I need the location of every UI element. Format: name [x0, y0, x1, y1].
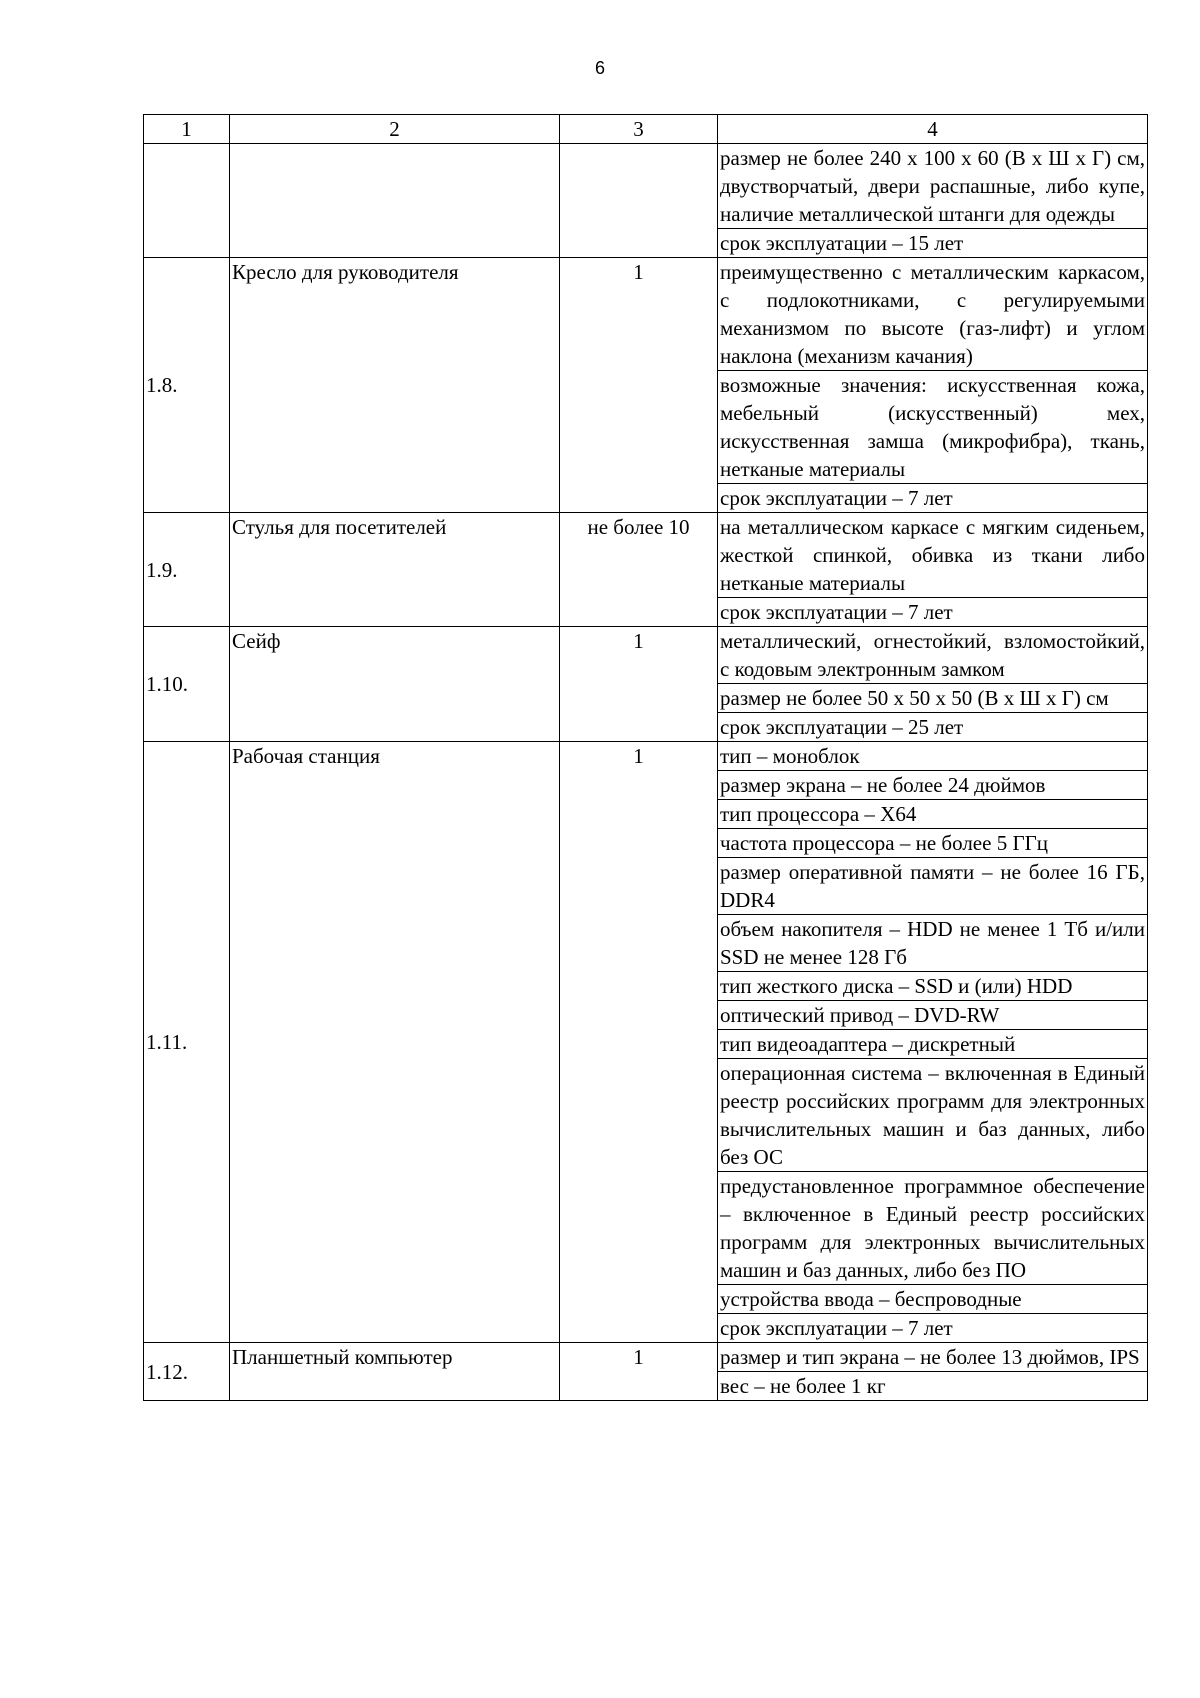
- spec-line: срок эксплуатации – 7 лет: [718, 597, 1147, 626]
- table-row: [144, 1343, 1148, 1401]
- spec-cell: [718, 258, 1148, 513]
- table-row: [144, 513, 1148, 627]
- spec-cell: [718, 1343, 1148, 1401]
- spec-line: частота процессора – не более 5 ГГц: [718, 828, 1147, 857]
- num-cell: 1.10.: [144, 627, 230, 742]
- page-number: 6: [594, 58, 605, 78]
- qty-cell: не более 10: [560, 513, 718, 627]
- qty-cell: [560, 144, 718, 258]
- qty-cell: 1: [560, 1343, 718, 1401]
- num-cell: 1.8.: [144, 258, 230, 513]
- table-row: [144, 742, 1148, 1343]
- num-cell: 1.11.: [144, 742, 230, 1343]
- spec-line: устройства ввода – беспроводные: [718, 1284, 1147, 1313]
- num-cell: 1.9.: [144, 513, 230, 627]
- num-cell: 1.12.: [144, 1343, 230, 1401]
- spec-cell: [718, 513, 1148, 627]
- spec-line: срок эксплуатации – 7 лет: [718, 1313, 1147, 1342]
- header-cell: 2: [230, 115, 560, 144]
- header-cell: 3: [560, 115, 718, 144]
- spec-line: предустановленное программное обеспечение – включенное в Единый реестр российских программ для электронных вычислительных машин и баз данных, либо без ПО: [718, 1171, 1147, 1284]
- spec-line: размер экрана – не более 24 дюймов: [718, 770, 1147, 799]
- spec-line: вес – не более 1 кг: [718, 1371, 1147, 1400]
- name-cell: Сейф: [230, 627, 560, 742]
- name-cell: [230, 144, 560, 258]
- qty-cell: 1: [560, 627, 718, 742]
- spec-line: тип – моноблок: [720, 744, 860, 768]
- spec-cell: [718, 742, 1148, 1343]
- spec-line: размер оперативной памяти – не более 16 ГБ, DDR4: [718, 857, 1147, 914]
- name-cell: Планшетный компьютер: [230, 1343, 560, 1401]
- spec-cell: [718, 627, 1148, 742]
- spec-line: срок эксплуатации – 25 лет: [718, 712, 1147, 741]
- header-cell: 1: [144, 115, 230, 144]
- spec-line: на металлическом каркасе с мягким сиденьем, жесткой спинкой, обивка из ткани либо нетканые материалы: [720, 515, 1145, 595]
- spec-line: металлический, огнестойкий, взломостойкий, с кодовым электронным замком: [720, 629, 1145, 681]
- spec-line: срок эксплуатации – 15 лет: [718, 228, 1147, 257]
- requirements-table: [143, 114, 1148, 1401]
- name-cell: Рабочая станция: [230, 742, 560, 1343]
- spec-line: тип жесткого диска – SSD и (или) HDD: [718, 971, 1147, 1000]
- table-body: [144, 115, 1148, 1401]
- qty-cell: 1: [560, 258, 718, 513]
- num-cell: [144, 144, 230, 258]
- qty-cell: 1: [560, 742, 718, 1343]
- header-cell: 4: [718, 115, 1148, 144]
- spec-line: возможные значения: искусственная кожа, мебельный (искусственный) мех, искусственная замша (микрофибра), ткань, нетканые материалы: [718, 370, 1147, 483]
- spec-cell: [718, 144, 1148, 258]
- table-row: [144, 627, 1148, 742]
- continuation-row: [144, 144, 1148, 258]
- spec-line: размер и тип экрана – не более 13 дюймов, IPS: [720, 1345, 1140, 1369]
- spec-line: оптический привод – DVD-RW: [718, 1000, 1147, 1029]
- name-cell: Стулья для посетителей: [230, 513, 560, 627]
- spec-line: тип видеоадаптера – дискретный: [718, 1029, 1147, 1058]
- table-row: [144, 258, 1148, 513]
- spec-line: преимущественно с металлическим каркасом, с подлокотниками, с регулируемыми механизмом по высоте (газ-лифт) и углом наклона (механизм качания): [720, 260, 1145, 368]
- spec-line: объем накопителя – HDD не менее 1 Тб и/или SSD не менее 128 Гб: [718, 914, 1147, 971]
- spec-line: размер не более 50 х 50 х 50 (В х Ш х Г) см: [718, 683, 1147, 712]
- spec-line: операционная система – включенная в Единый реестр российских программ для электронных вычислительных машин и баз данных, либо без ОС: [718, 1058, 1147, 1171]
- header-row: [144, 115, 1148, 144]
- spec-line: срок эксплуатации – 7 лет: [718, 483, 1147, 512]
- spec-line: тип процессора – X64: [718, 799, 1147, 828]
- spec-line: размер не более 240 х 100 х 60 (В х Ш х Г) см, двустворчатый, двери распашные, либо купе, наличие металлической штанги для одежды: [720, 146, 1145, 226]
- name-cell: Кресло для руководителя: [230, 258, 560, 513]
